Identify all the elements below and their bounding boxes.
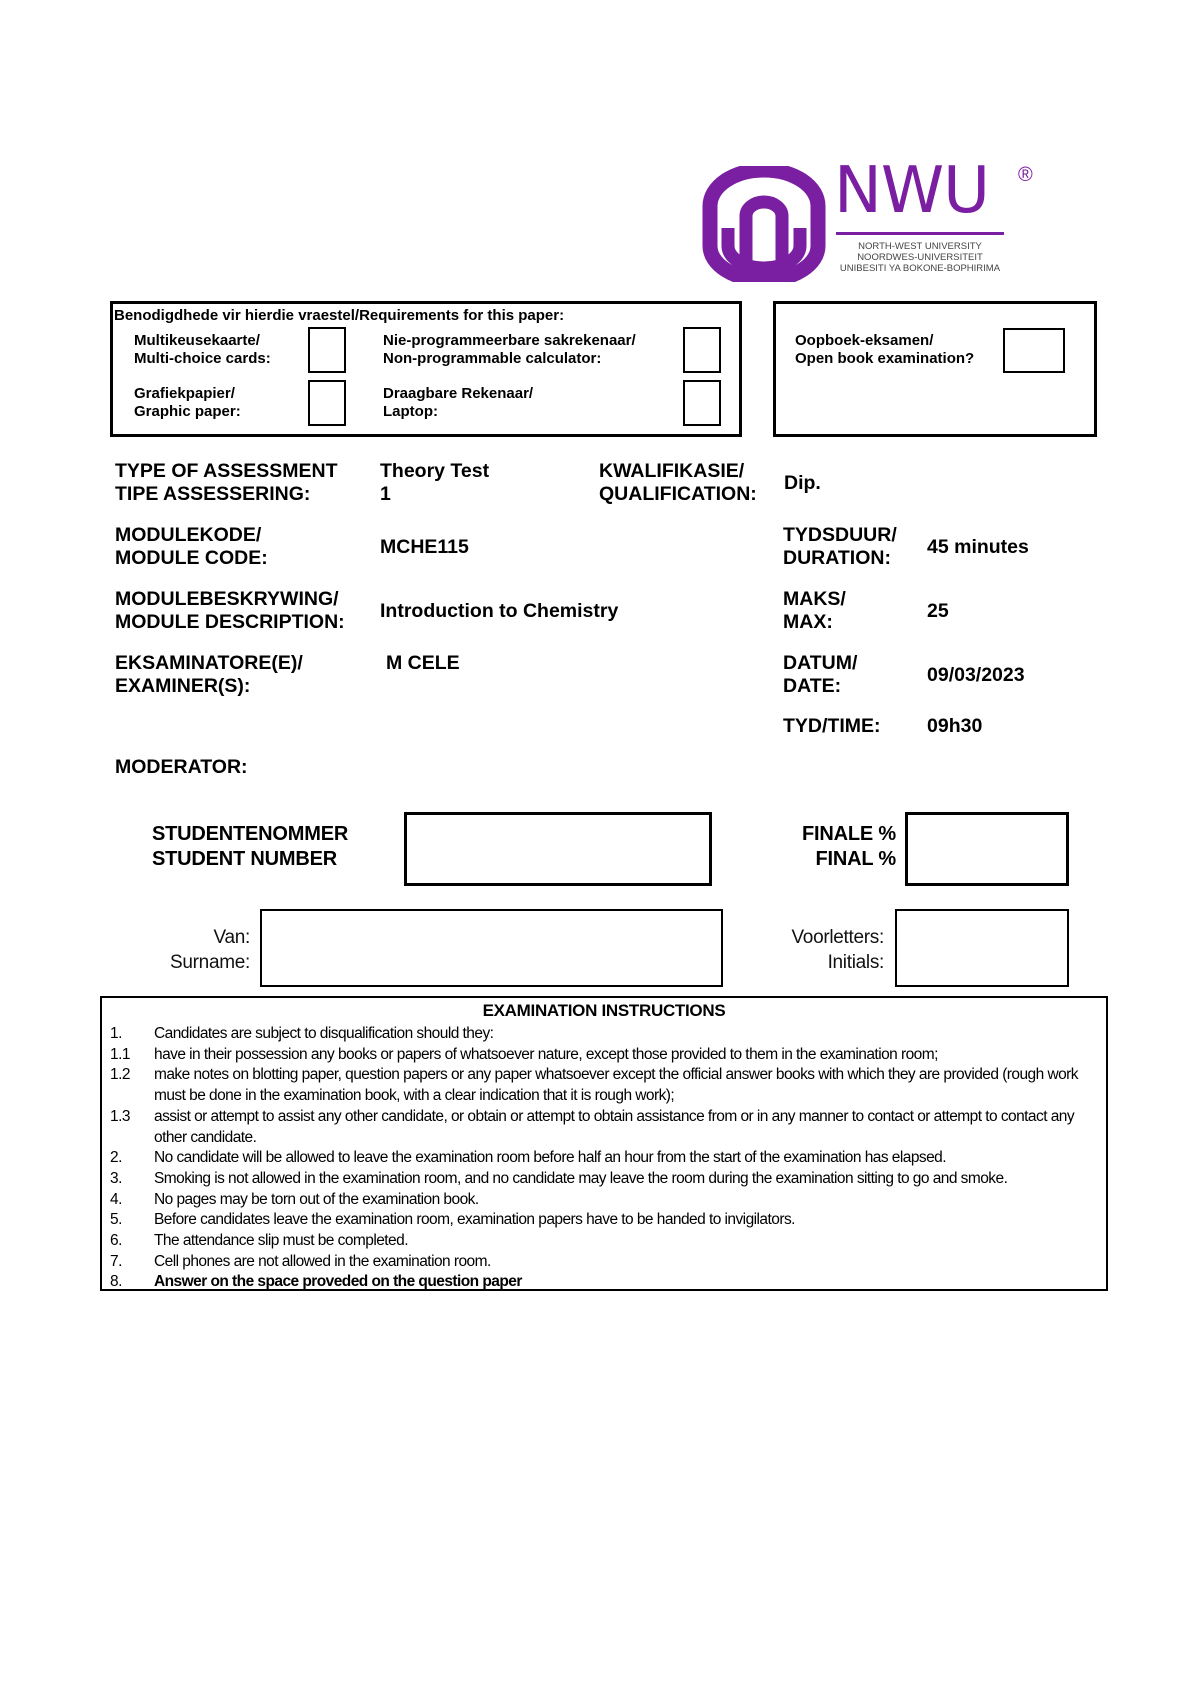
- laptop-label: Draagbare Rekenaar/ Laptop:: [383, 385, 534, 420]
- final-percent-label: FINALE % FINAL %: [802, 823, 896, 870]
- graphic-paper-label: Grafiekpapier/ Graphic paper:: [134, 385, 241, 420]
- assessment-type-label: TYPE OF ASSESSMENT TIPE ASSESSERING:: [115, 460, 338, 505]
- moderator-label: MODERATOR:: [115, 756, 248, 778]
- logo-registered-mark: ®: [1018, 164, 1033, 186]
- open-book-checkbox[interactable]: [1003, 328, 1065, 373]
- max-marks-label: MAKS/ MAX:: [783, 588, 846, 633]
- student-number-field[interactable]: [404, 812, 712, 886]
- final-percent-field[interactable]: [905, 812, 1069, 886]
- logo-underline: [836, 232, 1004, 235]
- duration-label: TYDSDUUR/ DURATION:: [783, 524, 897, 569]
- date-value: 09/03/2023: [927, 664, 1025, 686]
- examination-instructions-box: EXAMINATION INSTRUCTIONS 1. Candidates are subject to disqualification should they: 1.1 have in their possession any books or papers of whatsoever nature, except those provided to them in the examination room; 1.2 make notes on blotting paper, question papers or any paper whatsoever except the official answer books with which they are provided (rough work must be done in the examination book, with a clear indication that it is rough work); 1.3 assist or attempt to assist any other candidate, or obtain or attempt to obtain assistance from or in any manner to contact or attempt to contact any other candidate. 2. No candidate will be allowed to leave the examination room before half an hour from the start of the examination has elapsed. 3. Smoking is not allowed in the examination room, and no candidate may leave the room during the examination sitting to go and smoke. 4. No pages may be torn out of the examination book. 5. Before candidates leave the examination room, examination papers have to be handed to invigilators. 6. The attendance slip must be completed. 7. Cell phones are not allowed in the examination room. 8. Answer on the space proveded on the question paper: [100, 996, 1108, 1291]
- surname-label: Van: Surname:: [170, 927, 250, 973]
- student-number-label: STUDENTENOMMER STUDENT NUMBER: [152, 823, 349, 870]
- time-label: TYD/TIME:: [783, 715, 881, 737]
- open-book-label: Oopboek-eksamen/ Open book examination?: [795, 332, 975, 367]
- date-label: DATUM/ DATE:: [783, 652, 858, 697]
- qualification-value: Dip.: [784, 472, 821, 494]
- nwu-emblem-icon: [702, 166, 826, 282]
- logo-line-3: UNIBESITI YA BOKONE-BOPHIRIMA: [839, 263, 1001, 274]
- duration-value: 45 minutes: [927, 536, 1029, 558]
- examiner-value: M CELE: [386, 652, 460, 674]
- requirements-title: Benodigdhede vir hierdie vraestel/Requirements for this paper:: [114, 307, 565, 324]
- module-code-label: MODULEKODE/ MODULE CODE:: [115, 524, 268, 569]
- logo-wordmark: NWU: [834, 154, 989, 228]
- nwu-logo: [702, 154, 1042, 285]
- multi-choice-cards-label: Multikeusekaarte/ Multi-choice cards:: [134, 332, 271, 367]
- time-value: 09h30: [927, 715, 983, 737]
- examiner-label: EKSAMINATORE(E)/ EXAMINER(S):: [115, 652, 303, 697]
- module-code-value: MCHE115: [380, 536, 469, 558]
- calculator-label: Nie-programmeerbare sakrekenaar/ Non-programmable calculator:: [383, 332, 636, 367]
- initials-label: Voorletters: Initials:: [791, 927, 884, 973]
- module-description-label: MODULEBESKRYWING/ MODULE DESCRIPTION:: [115, 588, 345, 633]
- logo-line-2: NOORDWES-UNIVERSITEIT: [857, 252, 983, 263]
- multi-choice-cards-checkbox[interactable]: [308, 327, 346, 373]
- instructions-title: EXAMINATION INSTRUCTIONS: [482, 1001, 726, 1020]
- calculator-checkbox[interactable]: [683, 327, 721, 373]
- assessment-type-value: Theory Test 1: [380, 460, 490, 505]
- initials-field[interactable]: [895, 909, 1069, 987]
- max-marks-value: 25: [927, 600, 949, 622]
- laptop-checkbox[interactable]: [683, 380, 721, 426]
- module-description-value: Introduction to Chemistry: [380, 600, 619, 622]
- qualification-label: KWALIFIKASIE/ QUALIFICATION:: [599, 460, 757, 505]
- logo-line-1: NORTH-WEST UNIVERSITY: [858, 241, 982, 252]
- graphic-paper-checkbox[interactable]: [308, 380, 346, 426]
- surname-field[interactable]: [260, 909, 723, 987]
